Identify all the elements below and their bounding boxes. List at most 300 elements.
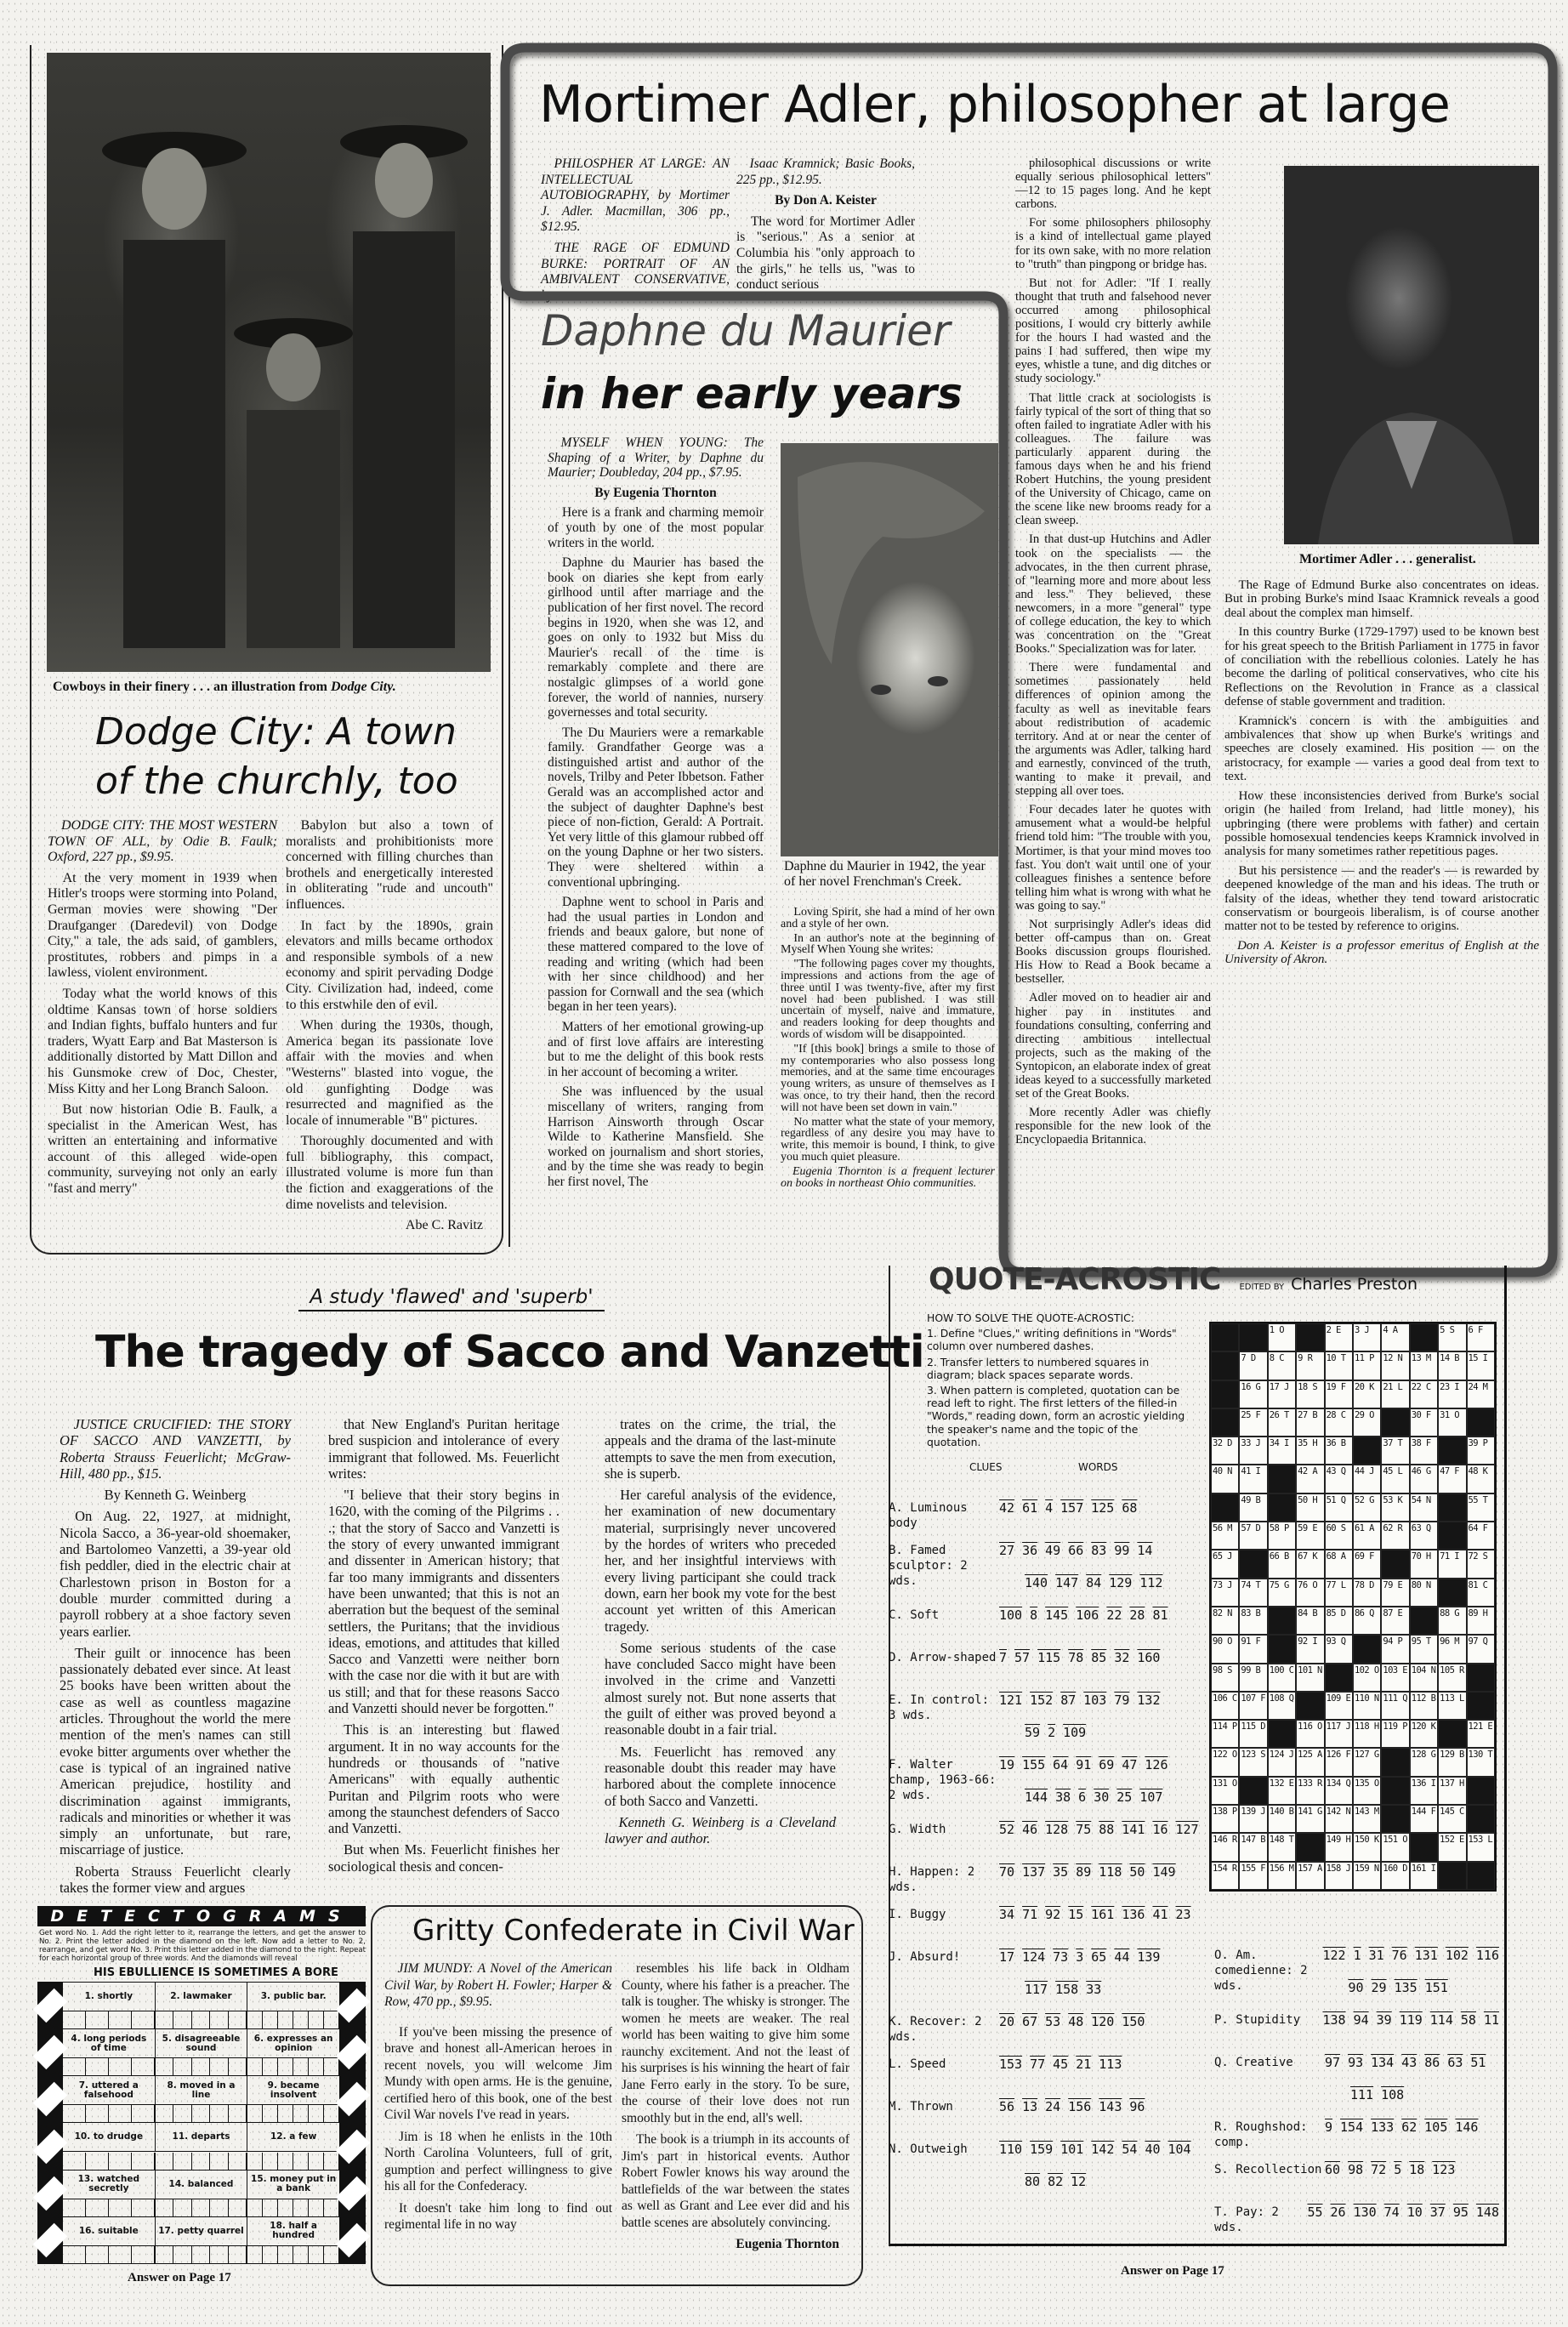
clue-label: C. Soft	[889, 1608, 940, 1622]
letter-box[interactable]	[324, 2153, 339, 2170]
grid-square: 83 B	[1239, 1607, 1267, 1635]
black-square	[1353, 1635, 1381, 1663]
grid-square: 81 C	[1467, 1579, 1495, 1607]
grid-square: 29 O	[1353, 1408, 1381, 1437]
letter-box[interactable]	[309, 2199, 324, 2216]
paragraph: Daphne went to school in Paris and had the usual parties in London and friends and beaux galore, but none of these mattered compared to the love of reading and writing (which had been with her since childhood) and her passion for Cornwall and the sea (which began in her teen years).	[548, 895, 764, 1015]
paragraph: In this country Burke (1729-1797) used to be known best for his great speech to the British Parliament in 1775 in favor of conciliation with the rebellious colonies. Lately he has become the darling of political conservatives, who cite his Reflections on the Revolution in France as a classical defense of stable government and tradition.	[1224, 625, 1539, 709]
grid-square: 41 I	[1239, 1465, 1267, 1493]
grid-square: 45 L	[1381, 1465, 1409, 1493]
letter-box[interactable]	[309, 2153, 324, 2170]
letter-box[interactable]	[192, 2153, 211, 2170]
paragraph: She was influenced by the usual miscellany of writers, ranging from Harrison Ainsworth through Oscar Wilde to Katherine Mansfield. She worked on journalism and short stories, and by the time she was ready to begin her first novel, The	[548, 1084, 764, 1189]
clue-word-blanks	[999, 1822, 1212, 1864]
letter-box[interactable]	[278, 2246, 293, 2263]
letter-box[interactable]	[263, 2011, 278, 2028]
paragraph: Kramnick's concern is with the ambiguities and ambivalences that show up when Burke's writings and speeches are closely examined. His position — on the aristocracy, for example — varies a good deal from text to text.	[1224, 714, 1539, 784]
blank-group	[999, 1949, 1212, 1965]
numbered-blank: 69	[1099, 1757, 1115, 1772]
letter-box[interactable]	[293, 2105, 309, 2122]
numbered-blank: 84	[1086, 1575, 1102, 1590]
letter-box[interactable]	[63, 2058, 86, 2075]
letter-box[interactable]	[156, 2105, 174, 2122]
letter-boxes	[156, 2199, 248, 2217]
letter-box[interactable]	[86, 2058, 109, 2075]
grid-square: 36 B	[1325, 1437, 1353, 1465]
numbered-blank: 80	[1025, 2174, 1041, 2189]
sacco-kicker	[298, 1286, 605, 1311]
detectogram-clue: 5. disagreeable sound	[156, 2029, 248, 2058]
numbered-blank: 4	[1045, 1500, 1054, 1516]
letter-box[interactable]	[309, 2105, 324, 2122]
clue-label: Q. Creative	[1214, 2056, 1293, 2069]
numbered-blank: 106	[1076, 1607, 1099, 1623]
acrostic-clue	[889, 2142, 1212, 2206]
letter-box[interactable]	[86, 2153, 109, 2170]
numbered-blank: 86	[1424, 2055, 1440, 2070]
letter-box[interactable]	[293, 2246, 309, 2263]
letter-box[interactable]	[132, 2153, 155, 2170]
numbered-blank: 87	[1060, 1693, 1077, 1708]
letter-box[interactable]	[324, 2011, 339, 2028]
acrostic-clue	[889, 1864, 1212, 1907]
letter-box[interactable]	[210, 2246, 229, 2263]
paragraph: In fact by the 1890s, grain elevators and mills became orthodox and responsible symbols of a new economy and spirit pervading Dodge City. Civilization had, indeed, come to this erstwhile den of evil.	[286, 918, 493, 1012]
numbered-blank: 42	[999, 1500, 1015, 1516]
blank-group	[999, 1864, 1212, 1880]
blank-group	[999, 1982, 1212, 1997]
letter-box[interactable]	[229, 2105, 247, 2122]
letter-box[interactable]	[192, 2058, 211, 2075]
grid-square: 144 F	[1410, 1805, 1438, 1833]
letter-box[interactable]	[192, 2011, 211, 2028]
grid-square: 133 R	[1296, 1777, 1324, 1805]
confederate-column-1	[384, 1960, 612, 2277]
detectogram-clue: 4. long periods of time	[63, 2029, 156, 2058]
numbered-blank: 47	[1122, 1757, 1138, 1772]
black-square	[1239, 1777, 1267, 1805]
paragraph: It doesn't take him long to find out regimental life in no way	[384, 2200, 612, 2232]
letter-box[interactable]	[210, 2105, 229, 2122]
numbered-blank: 64	[1053, 1757, 1069, 1772]
letter-box[interactable]	[247, 2011, 263, 2028]
grid-square: 34 I	[1268, 1437, 1296, 1465]
book-info-burke: THE RAGE OF EDMUND BURKE: PORTRAIT OF AN AMBIVALENT CONSERVATIVE, by	[541, 240, 730, 303]
paragraph: resembles his life back in Oldham County, where his father is a preacher. The talk is tougher. The whisky is stronger. The women he meets are weaker. The real world has been waiting to give him some raunchy excitement. And not the least of his surprises is his winning the heart of fair Jane Ferro early in the story. To be sure, the course of their love does not run smoothly but in the end, all's well.	[622, 1961, 849, 2125]
grid-square: 39 P	[1467, 1437, 1495, 1465]
letter-box[interactable]	[173, 2105, 192, 2122]
paragraph-list	[384, 2024, 612, 2233]
letter-box[interactable]	[192, 2199, 211, 2216]
letter-boxes	[63, 2011, 156, 2029]
letter-box[interactable]	[309, 2058, 324, 2075]
paragraph: Roberta Strauss Feuerlicht clearly takes the former view and argues	[60, 1863, 291, 1897]
grid-square: 159 N	[1353, 1862, 1381, 1890]
letter-box[interactable]	[132, 2058, 155, 2075]
letter-box[interactable]	[210, 2011, 229, 2028]
letter-box[interactable]	[263, 2105, 278, 2122]
grid-square: 100 C	[1268, 1664, 1296, 1692]
grid-square: 30 F	[1410, 1408, 1438, 1437]
letter-box[interactable]	[63, 2246, 86, 2263]
grid-square: 13 M	[1410, 1351, 1438, 1380]
black-square	[1467, 1805, 1495, 1833]
letter-box[interactable]	[63, 2199, 86, 2216]
numbered-blank: 23	[1175, 1907, 1191, 1922]
acrostic-answer-note: Answer on Page 17	[1121, 2264, 1224, 2278]
letter-box[interactable]	[109, 2153, 132, 2170]
grid-square: 58 P	[1268, 1522, 1296, 1550]
numbered-blank: 71	[1022, 1907, 1038, 1922]
blank-group	[999, 1907, 1212, 1922]
byline: By Kenneth G. Weinberg	[104, 1487, 247, 1504]
author-tagline: Eugenia Thornton is a frequent lecturer on books in northeast Ohio communities.	[781, 1164, 995, 1190]
grid-square: 6 F	[1467, 1323, 1495, 1351]
grid-square: 57 D	[1239, 1522, 1267, 1550]
letter-box[interactable]	[86, 2199, 109, 2216]
numbered-blank: 94	[1353, 2012, 1369, 2028]
grid-square: 156 M	[1268, 1862, 1296, 1890]
grid-square: 19 F	[1325, 1380, 1353, 1408]
clue-word-blanks	[999, 1693, 1212, 1757]
letter-box[interactable]	[324, 2246, 339, 2263]
numbered-blank: 144	[1025, 1789, 1048, 1805]
letter-box[interactable]	[109, 2105, 132, 2122]
clue-word-blanks	[999, 2142, 1212, 2206]
numbered-blank: 140	[1025, 1575, 1048, 1590]
numbered-blank: 18	[1409, 2162, 1425, 2177]
blank-group	[999, 2142, 1212, 2157]
grid-square: 1 O	[1268, 1323, 1296, 1351]
numbered-blank: 101	[1060, 2142, 1084, 2157]
numbered-blank: 137	[1022, 1864, 1046, 1880]
numbered-blank: 156	[1068, 2099, 1092, 2114]
letter-box[interactable]	[309, 2246, 324, 2263]
numbered-blank: 2	[1048, 1725, 1056, 1740]
letter-boxes	[63, 2105, 156, 2123]
letter-box[interactable]	[192, 2105, 211, 2122]
clue-label: I. Buggy	[889, 1908, 946, 1921]
black-square	[1268, 1720, 1296, 1748]
acrostic-clue	[1214, 2162, 1499, 2205]
letter-box[interactable]	[132, 2105, 155, 2122]
byline: By Eugenia Thornton	[594, 485, 717, 500]
letter-boxes	[247, 2199, 340, 2217]
diamond-box[interactable]	[336, 2035, 370, 2069]
letter-box[interactable]	[173, 2246, 192, 2263]
letter-box[interactable]	[132, 2011, 155, 2028]
paragraph: "I believe that their story begins in 1620, with the coming of the Pilgrims . . .; that the story of Sacco and Vanzetti is the story of every unwanted immigrant and dissenter in American history; that far too many immigrants and dissenters have been unwanted; that this is not an aberration but the bequest of the seminal settlers, the Puritans; that the invidious ideas, emotions, and attitudes that killed Sacco and Vanzetti were neither born with the case nor die with it but are with us still; and that for these reasons Sacco and Vanzetti should never be forgotten."	[328, 1487, 560, 1717]
headline-line-1: Dodge City: A town	[95, 710, 457, 754]
caption-text: Cowboys in their finery . . . an illustration from	[53, 680, 331, 694]
numbered-blank: 83	[1091, 1543, 1107, 1558]
letter-box[interactable]	[229, 2199, 247, 2216]
letter-box[interactable]	[229, 2058, 247, 2075]
numbered-blank: 76	[1391, 1948, 1407, 1963]
numbered-blank: 146	[1455, 2119, 1479, 2135]
grid-square: 80 N	[1410, 1579, 1438, 1607]
paragraph-list	[605, 1416, 836, 1809]
paragraph: Daphne du Maurier has based the book on diaries she kept from early girlhood until after marriage and the publication of her first novel. The record begins in 1920, when she was 12, and goes on only to 1932 but Miss du Maurier's recall of the time is remarkably complete and there are nostalgic glimpses of a world gone forever, the world of nannies, nursery governesses and total security.	[548, 555, 764, 720]
letter-box[interactable]	[293, 2153, 309, 2170]
numbered-blank: 111	[1350, 2087, 1374, 2102]
black-square	[1381, 1550, 1409, 1578]
letter-box[interactable]	[278, 2058, 293, 2075]
grid-square: 15 I	[1467, 1351, 1495, 1380]
clue-word-blanks	[999, 1864, 1212, 1907]
letter-box[interactable]	[309, 2011, 324, 2028]
letter-box[interactable]	[109, 2011, 132, 2028]
numbered-blank: 116	[1475, 1948, 1499, 1963]
letter-box[interactable]	[173, 2153, 192, 2170]
letter-box[interactable]	[109, 2058, 132, 2075]
letter-box[interactable]	[156, 2199, 174, 2216]
acrostic-clue	[889, 2014, 1212, 2057]
grid-square: 64 F	[1467, 1522, 1495, 1550]
grid-square: 101 N	[1296, 1664, 1324, 1692]
paragraph: At the very moment in 1939 when Hitler's troops were storming into Poland, German movies were showing "Der Draufganger (Daredevil) von Dodge City," a tale, the ads said, of gamblers, prostitutes, robbers and pimps in a lawless, violent environment.	[48, 870, 277, 981]
grid-square: 82 N	[1211, 1607, 1239, 1635]
letter-boxes	[247, 2153, 340, 2171]
letter-box[interactable]	[173, 2011, 192, 2028]
numbered-blank: 58	[1460, 2012, 1476, 2028]
clue-word-blanks	[999, 1543, 1212, 1607]
letter-box[interactable]	[278, 2105, 293, 2122]
grid-square: 31 O	[1438, 1408, 1466, 1437]
grid-square: 94 P	[1381, 1635, 1409, 1663]
black-square	[1211, 1380, 1239, 1408]
caption-title: Dodge City.	[330, 680, 396, 694]
numbered-blank: 90	[1348, 1980, 1364, 1995]
grid-square: 116 O	[1296, 1720, 1324, 1748]
numbered-blank: 122	[1322, 1948, 1346, 1963]
numbered-blank: 135	[1394, 1980, 1417, 1995]
black-square	[1438, 1720, 1466, 1748]
grid-square: 106 C	[1211, 1692, 1239, 1720]
acrostic-clue	[889, 1500, 1212, 1543]
numbered-blank: 7	[999, 1650, 1008, 1665]
letter-box[interactable]	[247, 2058, 263, 2075]
letter-box[interactable]	[247, 2246, 263, 2263]
blank-group	[999, 1725, 1212, 1740]
numbered-blank: 73	[1053, 1949, 1069, 1965]
letter-box[interactable]	[247, 2153, 263, 2170]
numbered-blank: 14	[1137, 1543, 1153, 1558]
letter-box[interactable]	[210, 2153, 229, 2170]
numbered-blank: 99	[1114, 1543, 1130, 1558]
letter-box[interactable]	[210, 2058, 229, 2075]
black-square	[1410, 1607, 1438, 1635]
numbered-blank: 10	[1406, 2205, 1423, 2220]
acrostic-clue	[1214, 2055, 1499, 2119]
detectogram-clue: 14. balanced	[156, 2171, 248, 2199]
letter-box[interactable]	[293, 2199, 309, 2216]
grid-square: 33 J	[1239, 1437, 1267, 1465]
grid-square: 61 A	[1353, 1522, 1381, 1550]
letter-box[interactable]	[293, 2011, 309, 2028]
detectogram-clue: 12. a few	[247, 2123, 340, 2152]
grid-square: 44 J	[1353, 1465, 1381, 1493]
paragraph-list	[328, 1416, 560, 1875]
grid-square: 141 G	[1296, 1805, 1324, 1833]
grid-square: 24 M	[1467, 1380, 1495, 1408]
letter-box[interactable]	[63, 2153, 86, 2170]
grid-square: 25 F	[1239, 1408, 1267, 1437]
paragraph: Her careful analysis of the evidence, her examination of new documentary material, surprisingly never uncovered by the hordes of writers who preceded her, and her insightful interviews with every living participant she could track down, earn her book my vote for the best account yet written of this American tragedy.	[605, 1487, 836, 1635]
grid-square: 10 T	[1325, 1351, 1353, 1380]
numbered-blank: 26	[1330, 2205, 1346, 2220]
diamond-box[interactable]	[336, 2176, 370, 2210]
grid-square: 71 I	[1438, 1550, 1466, 1578]
letter-box[interactable]	[229, 2246, 247, 2263]
acrostic-clue	[889, 1949, 1212, 2014]
detectograms-clue-grid	[63, 1982, 340, 2264]
letter-box[interactable]	[210, 2199, 229, 2216]
numbered-blank: 50	[1129, 1864, 1145, 1880]
clues-header: CLUES	[969, 1461, 1003, 1473]
grid-square: 124 J	[1268, 1748, 1296, 1776]
diamond-box[interactable]	[336, 2082, 370, 2116]
paragraph: Matters of her emotional growing-up and of first love affairs are interesting but to me the delight of this book rests in her account of becoming a writer.	[548, 1019, 764, 1079]
grid-square: 143 M	[1353, 1805, 1381, 1833]
clue-word-blanks	[999, 1500, 1212, 1543]
grid-square: 131 O	[1211, 1777, 1239, 1805]
letter-box[interactable]	[324, 2199, 339, 2216]
clue-word-blanks	[1322, 1948, 1499, 2012]
paragraph: The word for Mortimer Adler is "serious." As a senior at Columbia his "only approach to the girls," he tells us, "was to conduct serious	[736, 213, 915, 293]
grid-square: 97 Q	[1467, 1635, 1495, 1663]
letter-box[interactable]	[263, 2058, 278, 2075]
book-info-adler: PHILOSPHER AT LARGE: AN INTELLECTUAL AUTOBIOGRAPHY, by Mortimer J. Adler. Macmillan, 306 pp., $12.95.	[541, 156, 730, 235]
letter-box[interactable]	[156, 2058, 174, 2075]
numbered-blank: 97	[1325, 2055, 1341, 2070]
letter-box[interactable]	[278, 2199, 293, 2216]
letter-box[interactable]	[293, 2058, 309, 2075]
letter-box[interactable]	[132, 2246, 155, 2263]
letter-box[interactable]	[278, 2011, 293, 2028]
numbered-blank: 39	[1376, 2012, 1392, 2028]
diamond-box[interactable]	[336, 1988, 370, 2022]
diamond-box[interactable]	[336, 2223, 370, 2257]
letter-box[interactable]	[192, 2246, 211, 2263]
letter-box[interactable]	[86, 2011, 109, 2028]
black-square	[1438, 1522, 1466, 1550]
daphne-photo-caption: Daphne du Maurier in 1942, the year of her novel Frenchman's Creek.	[784, 859, 986, 889]
grid-square: 112 B	[1410, 1692, 1438, 1720]
letter-box[interactable]	[263, 2153, 278, 2170]
letter-box[interactable]	[109, 2199, 132, 2216]
letter-box[interactable]	[173, 2058, 192, 2075]
letter-box[interactable]	[173, 2199, 192, 2216]
grid-square: 26 T	[1268, 1408, 1296, 1437]
letter-box[interactable]	[324, 2105, 339, 2122]
numbered-blank: 161	[1091, 1907, 1115, 1922]
grid-square: 98 S	[1211, 1664, 1239, 1692]
blank-group	[999, 1757, 1212, 1772]
numbered-blank: 61	[1022, 1500, 1038, 1516]
letter-box[interactable]	[324, 2058, 339, 2075]
paragraph: In an author's note at the beginning of Myself When Young she writes:	[781, 931, 995, 957]
letter-box[interactable]	[132, 2199, 155, 2216]
detectograms-instructions: Get word No. 1. Add the right letter to it, rearrange the letters, and get the answer to No. 2. Print the letter added in the diamond on the left. Now add a letter to No. 2, rearrange, and get word No. 3. Print this letter added in the diamond to the right. Repeat for each horizontal group of three words. And the diamonds will reveal	[39, 1929, 366, 1963]
letter-boxes	[247, 2105, 340, 2123]
black-square	[1296, 1833, 1324, 1861]
letter-box[interactable]	[156, 2246, 174, 2263]
detectogram-clue: 13. watched secretly	[63, 2171, 156, 2199]
book-info-burke-cont: Isaac Kramnick; Basic Books, 225 pp., $12.95.	[736, 156, 915, 187]
black-square	[1410, 1833, 1438, 1861]
letter-box[interactable]	[263, 2199, 278, 2216]
grid-square: 154 R	[1211, 1862, 1239, 1890]
numbered-blank: 102	[1445, 1948, 1469, 1963]
letter-box[interactable]	[247, 2199, 263, 2216]
letter-box[interactable]	[247, 2105, 263, 2122]
step-1: 1. Define "Clues," writing definitions in "Words" column over numbered dashes.	[927, 1327, 1177, 1353]
grid-square: 160 D	[1381, 1862, 1409, 1890]
grid-square: 20 K	[1353, 1380, 1381, 1408]
paragraph: But when Ms. Feuerlicht finishes her sociological thesis and concen-	[328, 1841, 560, 1875]
numbered-blank: 63	[1447, 2055, 1463, 2070]
paragraph: that New England's Puritan heritage bred suspicion and intolerance of every immigrant that followed. Ms. Feuerlicht writes:	[328, 1416, 560, 1482]
paragraph: For some philosophers philosophy is a kind of intellectual game played for its own sake, with no more relation to "truth" than pingpong or bridge has.	[1015, 216, 1211, 271]
diamond-box[interactable]	[336, 2129, 370, 2163]
numbered-blank: 141	[1122, 1822, 1145, 1837]
letter-box[interactable]	[156, 2011, 174, 2028]
grid-square: 158 J	[1325, 1862, 1353, 1890]
letter-box[interactable]	[109, 2246, 132, 2263]
numbered-blank: 148	[1475, 2205, 1499, 2220]
letter-box[interactable]	[229, 2011, 247, 2028]
black-square	[1239, 1550, 1267, 1578]
grid-square: 79 E	[1381, 1579, 1409, 1607]
numbered-blank: 53	[1045, 2014, 1061, 2029]
letter-box[interactable]	[263, 2246, 278, 2263]
grid-square: 135 O	[1353, 1777, 1381, 1805]
grid-square: 149 H	[1325, 1833, 1353, 1861]
letter-boxes	[63, 2199, 156, 2217]
letter-box[interactable]	[86, 2105, 109, 2122]
step-2: 2. Transfer letters to numbered squares in diagram; black spaces separate words.	[927, 1355, 1150, 1381]
grid-square: 145 C	[1438, 1805, 1466, 1833]
black-square	[1438, 1437, 1466, 1465]
letter-box[interactable]	[86, 2246, 109, 2263]
grid-square: 95 T	[1410, 1635, 1438, 1663]
clue-label: H. Happen: 2 wds.	[889, 1865, 975, 1894]
blank-group	[999, 1650, 1212, 1665]
acrostic-clue	[889, 2057, 1212, 2099]
blank-group	[999, 1543, 1212, 1558]
numbered-blank: 38	[1055, 1789, 1071, 1805]
letter-box[interactable]	[278, 2153, 293, 2170]
letter-box[interactable]	[63, 2105, 86, 2122]
paragraph-list	[60, 1508, 291, 1896]
black-square	[1325, 1664, 1353, 1692]
letter-box[interactable]	[63, 2011, 86, 2028]
adler-headline: Mortimer Adler, philosopher at large	[539, 75, 1451, 134]
acrostic-clue	[889, 2099, 1212, 2142]
grid-square: 88 G	[1438, 1607, 1466, 1635]
letter-box[interactable]	[156, 2153, 174, 2170]
letter-box[interactable]	[229, 2153, 247, 2170]
grid-square: 77 L	[1325, 1579, 1353, 1607]
numbered-blank: 11	[1483, 2012, 1499, 2028]
numbered-blank: 104	[1167, 2142, 1191, 2157]
black-square	[1467, 1777, 1495, 1805]
letter-boxes	[247, 2058, 340, 2076]
detectogram-clue: 1. shortly	[63, 1983, 156, 2011]
numbered-blank: 129	[1109, 1575, 1133, 1590]
blank-group	[999, 1500, 1212, 1516]
